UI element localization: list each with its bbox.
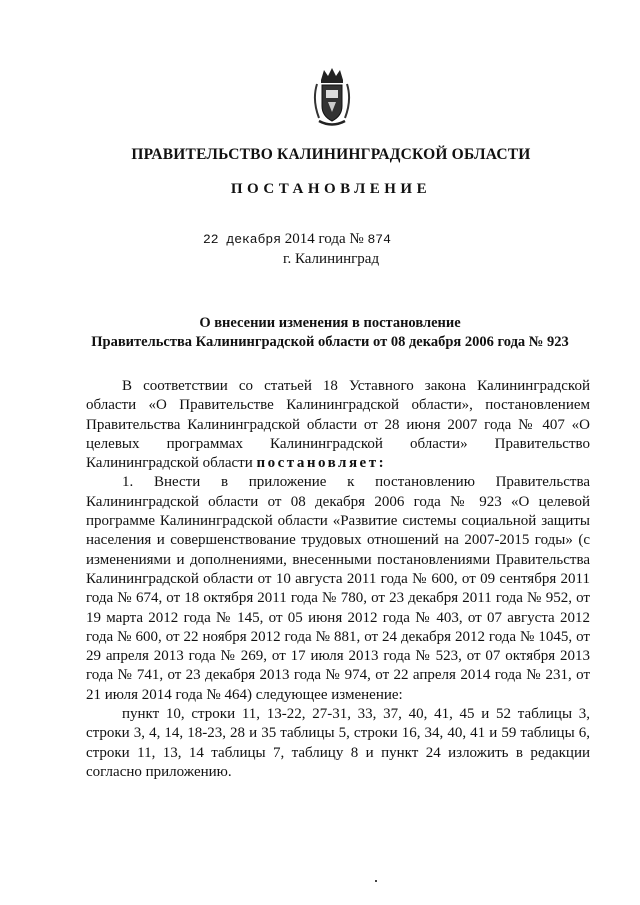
paragraph-amendment: пункт 10, строки 11, 13-22, 27-31, 33, 37, 40, 41, 45 и 52 таблицы 3, строки 3, 4, 14, 18-23, 28 и 35 таблицы 5, строки 16, 34, 40, 41 и 59 таблицы 6, строки 11, 13, 14 таблицы 7, таблицу 8 и пункт 24 изложить в редакции согласно приложению. — [86, 706, 590, 780]
document-subject — [0, 314, 640, 352]
subject-line-2: Правительства Калининградской области от 08 декабря 2006 года № 923 — [91, 334, 569, 350]
document-number: 874 — [367, 232, 391, 247]
subject-line-1: О внесении изменения в постановление — [199, 315, 461, 331]
number-sign: № — [349, 231, 364, 247]
document-type: ПОСТАНОВЛЕНИЕ — [230, 181, 432, 197]
resolution-keyword: постановляет: — [256, 455, 387, 472]
page-mark — [375, 880, 377, 882]
preamble-text: В соответствии со статьей 18 Уставного закона Калининградской области «О Правительстве Калининградской области», постановлением Правительства Калининградской области от 28 июня 2007 года № 407 «О целевых программах Калининградской области» Правительство Калининградской области — [86, 378, 590, 472]
document-body — [86, 377, 590, 782]
paragraph-item-1: 1. Внести в приложение к постановлению Правительства Калининградской области от 08 декабря 2006 года № 923 «О целевой программе Калининградской области «Развитие системы социальной защиты населения и совершенствование трудовых отношений на 2007-2015 годы» (с изменениями и дополнениями, внесенными постановлениями Правительства Калининградской области от 10 августа 2011 года № 600, от 09 сентября 2011 года № 674, от 18 октября 2011 года № 780, от 23 декабря 2011 года № 952, от 19 марта 2012 года № 145, от 05 июня 2012 года № 403, от 07 августа 2012 года № 600, от 22 ноября 2012 года № 881, от 24 декабря 2012 года № 1045, от 29 апреля 2013 года № 269, от 17 июля 2013 года № 523, от 07 октября 2013 года № 741, от 23 декабря 2013 года № 974, от 22 апреля 2014 года № 231, от 21 июля 2014 года № 464) следующее изменение: — [86, 474, 590, 703]
organization-title: ПРАВИТЕЛЬСТВО КАЛИНИНГРАДСКОЙ ОБЛАСТИ — [131, 146, 531, 163]
document-city: г. Калининград — [283, 251, 380, 267]
document-dateline — [203, 231, 391, 248]
document-day-month: 22 декабря — [203, 232, 282, 247]
coat-of-arms-icon — [311, 66, 353, 130]
document-year: 2014 года — [284, 231, 346, 247]
paragraph-preamble — [86, 377, 590, 473]
